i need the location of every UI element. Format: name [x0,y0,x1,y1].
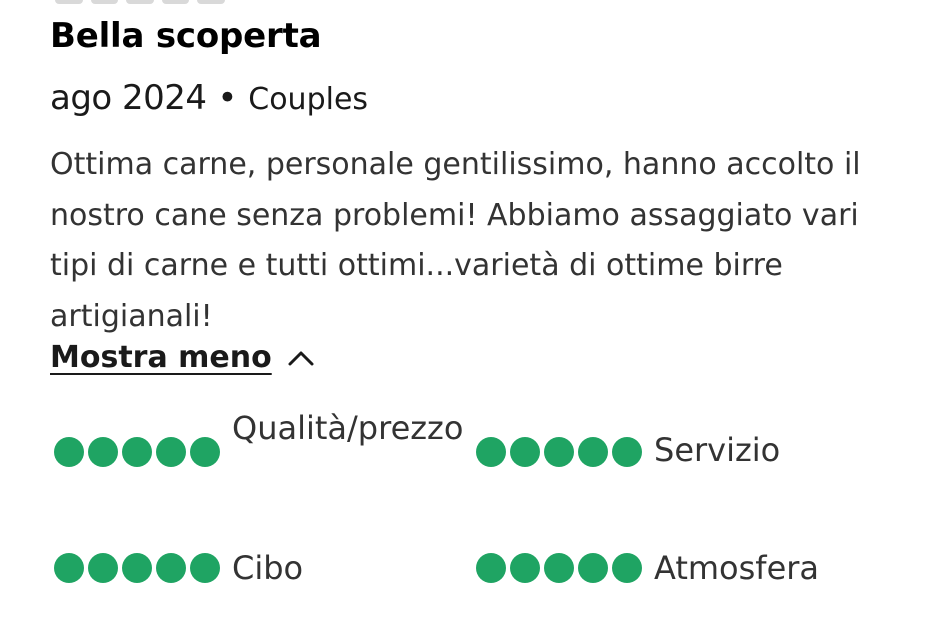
trip-type: Couples [248,82,369,117]
review-title: Bella scoperta [50,16,322,56]
rating-dot [544,437,574,467]
rating-service [476,430,780,470]
rating-dot [476,553,506,583]
rating-dot [190,437,220,467]
previous-rating-dots-edge [55,0,225,4]
rating-dot [476,437,506,467]
rating-label: Cibo [232,549,304,587]
rating-value-for-money [54,405,464,467]
rating-food [54,548,303,588]
meta-separator: • [217,78,238,118]
rating-dot [578,437,608,467]
review-meta [50,78,368,118]
rating-dots [476,553,642,583]
rating-dots [476,437,642,467]
review-date: ago 2024 [50,78,207,118]
rating-dot [156,553,186,583]
rating-dot [544,553,574,583]
rating-dot [190,553,220,583]
rating-dot [54,553,84,583]
rating-dot [510,553,540,583]
rating-dot [510,437,540,467]
chevron-up-icon [286,348,316,368]
rating-label: Servizio [654,431,781,469]
rating-dot [54,437,84,467]
rating-dot [612,437,642,467]
rating-dot [88,437,118,467]
show-less-button[interactable] [50,340,316,375]
show-less-label: Mostra meno [50,340,272,375]
rating-label: Qualità/prezzo [232,409,464,447]
rating-dot [612,553,642,583]
rating-dot [88,553,118,583]
rating-label: Atmosfera [654,549,820,587]
rating-atmosphere [476,548,819,588]
rating-dots [54,437,220,467]
rating-dot [578,553,608,583]
rating-dot [156,437,186,467]
rating-dot [122,437,152,467]
rating-dots [54,553,220,583]
rating-dot [122,553,152,583]
review-text: Ottima carne, personale gentilissimo, hanno accolto il nostro cane senza problemi! Abbiamo assaggiato vari tipi di carne e tutti ottimi...varietà di ottime birre artigianali! [50,147,861,334]
